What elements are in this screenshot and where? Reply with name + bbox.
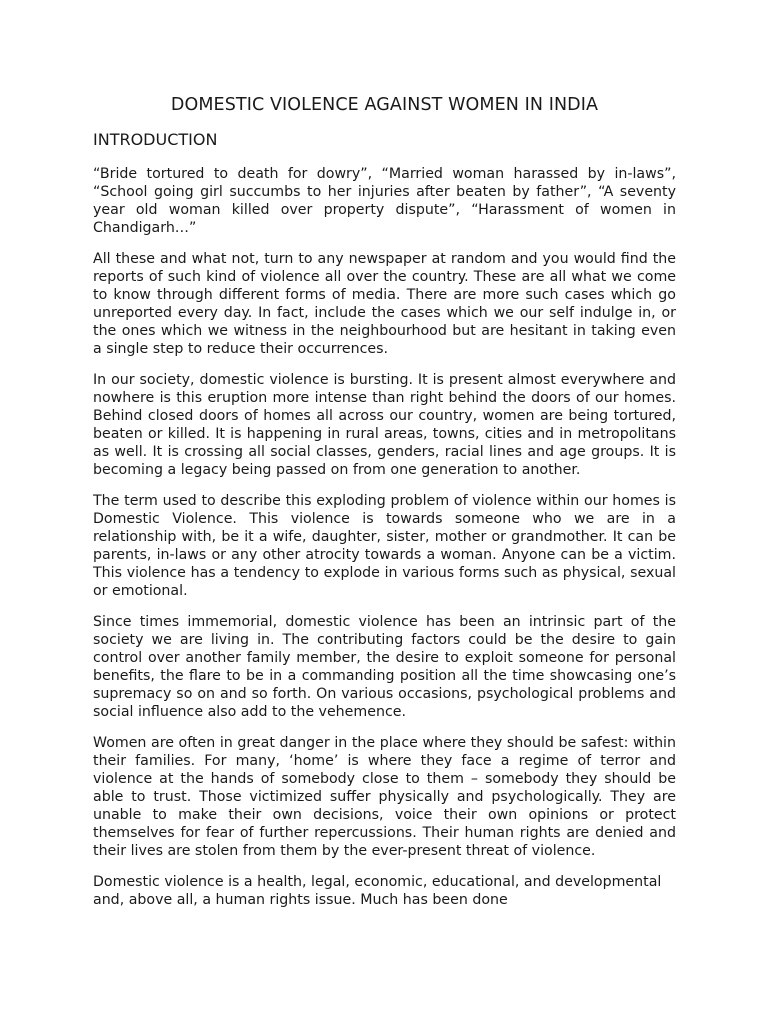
document-title: DOMESTIC VIOLENCE AGAINST WOMEN IN INDIA [170, 95, 599, 115]
paragraph: Women are often in great danger in the place where they should be safest: within their families. For many, ‘home’ is where they face a regime of terror and violence at the hands of somebody close to them – somebody they should be able to trust. Those victimized suffer physically and psychologically. They are unable to make their own decisions, voice their own opinions or protect themselves for fear of further repercussions. Their human rights are denied and their lives are stolen from them by the ever-present threat of violence. [93, 735, 676, 859]
paragraph: Since times immemorial, domestic violence has been an intrinsic part of the society we are living in. The contributing factors could be the desire to gain control over another family member, the desire to exploit someone for personal benefits, the flare to be in a commanding position all the time showcasing one’s supremacy so on and so forth. On various occasions, psychological problems and social influence also add to the vehemence. [93, 614, 676, 720]
section-heading: INTRODUCTION [93, 130, 218, 149]
paragraph: In our society, domestic violence is bursting. It is present almost everywhere and nowhere is this eruption more intense than right behind the doors of our homes. Behind closed doors of homes all across our country, women are being tortured, beaten or killed. It is happening in rural areas, towns, cities and in metropolitans as well. It is crossing all social classes, genders, racial lines and age groups. It is becoming a legacy being passed on from one generation to another. [93, 372, 676, 478]
paragraph: Domestic violence is a health, legal, economic, educational, and developmental and, above all, a human rights issue. Much has been done [93, 874, 662, 908]
paragraph: The term used to describe this exploding problem of violence within our homes is Domestic Violence. This violence is towards someone who we are in a relationship with, be it a wife, daughter, sister, mother or grandmother. It can be parents, in-laws or any other atrocity towards a woman. Anyone can be a victim. This violence has a tendency to explode in various forms such as physical, sexual or emotional. [93, 493, 676, 599]
paragraph: All these and what not, turn to any newspaper at random and you would find the reports of such kind of violence all over the country. These are all what we come to know through different forms of media. There are more such cases which go unreported every day. In fact, include the cases which we our self indulge in, or the ones which we witness in the neighbourhood but are hesitant in taking even a single step to reduce their occurrences. [93, 251, 676, 357]
paragraph: “Bride tortured to death for dowry”, “Married woman harassed by in-laws”, “School going girl succumbs to her injuries after beaten by father”, “A seventy year old woman killed over property dispute”, “Harassment of women in Chandigarh…” [93, 166, 676, 236]
